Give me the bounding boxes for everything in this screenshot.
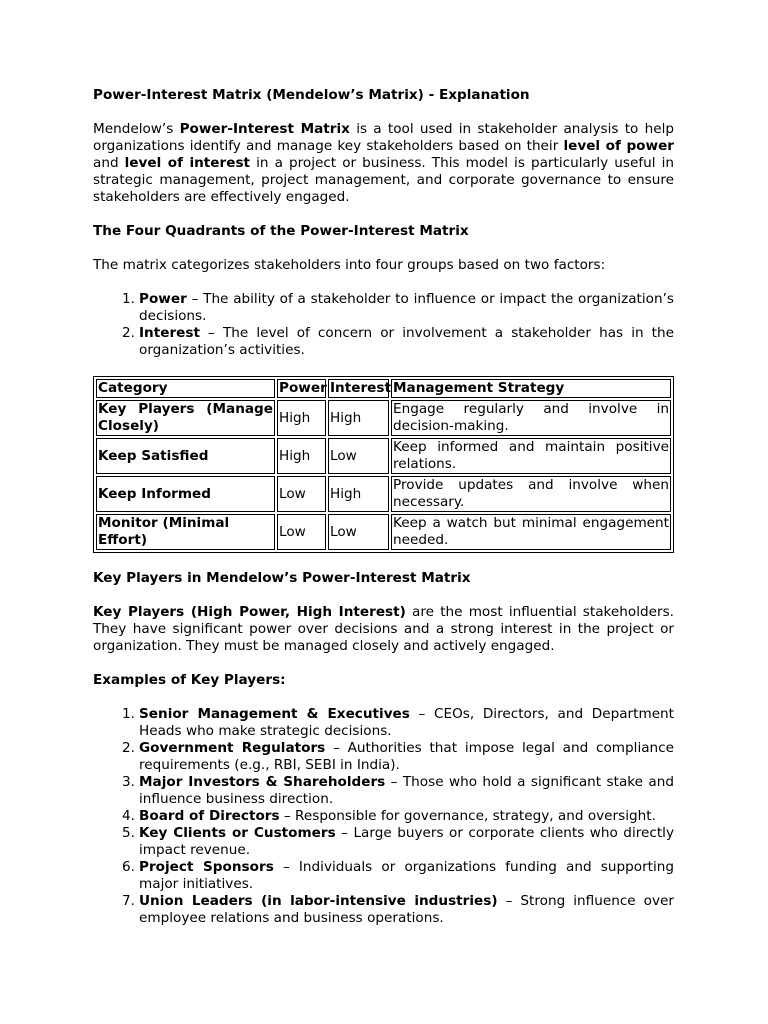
intro-bold-1: Power-Interest Matrix <box>179 121 350 137</box>
examples-heading: Examples of Key Players: <box>93 672 286 688</box>
examples-list <box>93 706 674 927</box>
table-row <box>96 514 671 550</box>
table-row <box>96 476 671 512</box>
intro-text-3: and <box>93 155 125 171</box>
category-cell: Key Players (Manage Closely) <box>98 401 273 434</box>
list-desc: – Large buyers or corporate clients who directly impact revenue. <box>139 825 674 858</box>
list-term: Senior Management & Executives <box>139 706 410 722</box>
intro-paragraph <box>93 121 674 206</box>
list-number: 1. <box>122 291 135 307</box>
power-cell: Low <box>277 514 326 550</box>
header-cell: Interest <box>330 380 391 396</box>
list-desc: – Strong influence over employee relations and business operations. <box>139 893 674 926</box>
header-cell: Category <box>96 379 275 398</box>
list-item <box>93 774 674 808</box>
key-players-heading: Key Players in Mendelow’s Power-Interest Matrix <box>93 570 471 586</box>
list-term: Union Leaders (in labor-intensive industries) <box>139 893 498 909</box>
list-term: Interest <box>139 325 200 341</box>
list-item <box>93 325 674 359</box>
list-item <box>93 808 674 825</box>
list-number: 2. <box>122 740 135 756</box>
list-term: Project Sponsors <box>139 859 274 875</box>
list-number: 6. <box>122 859 135 875</box>
list-item <box>93 859 674 893</box>
list-desc: – Authorities that impose legal and compliance requirements (e.g., RBI, SEBI in India). <box>139 740 675 773</box>
strategy-cell: Keep a watch but minimal engagement needed. <box>393 515 669 548</box>
header-cell: Management Strategy <box>391 379 671 398</box>
list-item <box>93 706 674 740</box>
interest-cell: High <box>328 476 389 512</box>
quadrants-heading: The Four Quadrants of the Power-Interest Matrix <box>93 223 469 239</box>
strategy-cell: Engage regularly and involve in decision-making. <box>393 401 669 434</box>
category-cell: Keep Informed <box>96 476 275 512</box>
list-item <box>93 740 674 774</box>
intro-bold-2: level of power <box>563 138 675 154</box>
category-cell: Keep Satisfied <box>96 438 275 474</box>
header-cell: Power <box>279 380 327 396</box>
interest-cell: Low <box>328 438 389 474</box>
interest-cell: High <box>328 400 389 436</box>
intro-bold-3: level of interest <box>124 155 251 171</box>
table-header-row <box>96 379 671 398</box>
list-item <box>93 893 674 927</box>
list-desc: – The level of concern or involvement a stakeholder has in the organization’s activities. <box>139 325 674 358</box>
list-desc: – Individuals or organizations funding and supporting major initiatives. <box>139 859 675 892</box>
list-desc: – CEOs, Directors, and Department Heads who make strategic decisions. <box>139 706 675 739</box>
power-cell: High <box>277 438 326 474</box>
list-number: 7. <box>122 893 135 909</box>
list-term: Government Regulators <box>139 740 326 756</box>
power-cell: Low <box>277 476 326 512</box>
key-players-paragraph <box>93 604 674 655</box>
key-players-text: are the most influential stakeholders. They have significant power over decisions and a strong interest in the project or organization. They must be managed closely and actively engaged. <box>93 604 674 654</box>
list-item <box>93 291 674 325</box>
key-players-bold: Key Players (High Power, High Interest) <box>93 604 406 620</box>
intro-text-2: is a tool used in stakeholder analysis to help organizations identify and manage key stakeholders based on their <box>93 121 674 154</box>
list-number: 4. <box>122 808 135 824</box>
document-title: Power-Interest Matrix (Mendelow’s Matrix) - Explanation <box>93 87 530 103</box>
list-number: 3. <box>122 774 135 790</box>
factors-list <box>93 291 674 359</box>
power-cell: High <box>277 400 326 436</box>
interest-cell: Low <box>328 514 389 550</box>
quadrants-intro: The matrix categorizes stakeholders into four groups based on two factors: <box>93 257 606 273</box>
list-number: 2. <box>122 325 135 341</box>
table-row <box>96 438 671 474</box>
list-term: Major Investors & Shareholders <box>139 774 386 790</box>
list-term: Board of Directors <box>139 808 280 824</box>
list-desc: – Those who hold a significant stake and influence business direction. <box>139 774 675 807</box>
list-number: 5. <box>122 825 135 841</box>
category-cell: Monitor (Minimal Effort) <box>96 514 275 550</box>
list-desc: – Responsible for governance, strategy, and oversight. <box>279 808 656 824</box>
intro-text-4: in a project or business. This model is particularly useful in strategic management, project management, and corporate governance to ensure stakeholders are effectively engaged. <box>93 155 674 205</box>
document-page <box>93 87 674 927</box>
list-desc: – The ability of a stakeholder to influence or impact the organization’s decisions. <box>139 291 674 324</box>
strategy-cell: Provide updates and involve when necessary. <box>393 477 669 510</box>
list-number: 1. <box>122 706 135 722</box>
table-row <box>96 400 671 436</box>
strategy-cell: Keep informed and maintain positive relations. <box>393 439 669 472</box>
intro-text-1: Mendelow’s <box>93 121 180 137</box>
list-item <box>93 825 674 859</box>
stakeholder-matrix-table <box>93 376 674 553</box>
list-term: Key Clients or Customers <box>139 825 336 841</box>
list-term: Power <box>139 291 187 307</box>
